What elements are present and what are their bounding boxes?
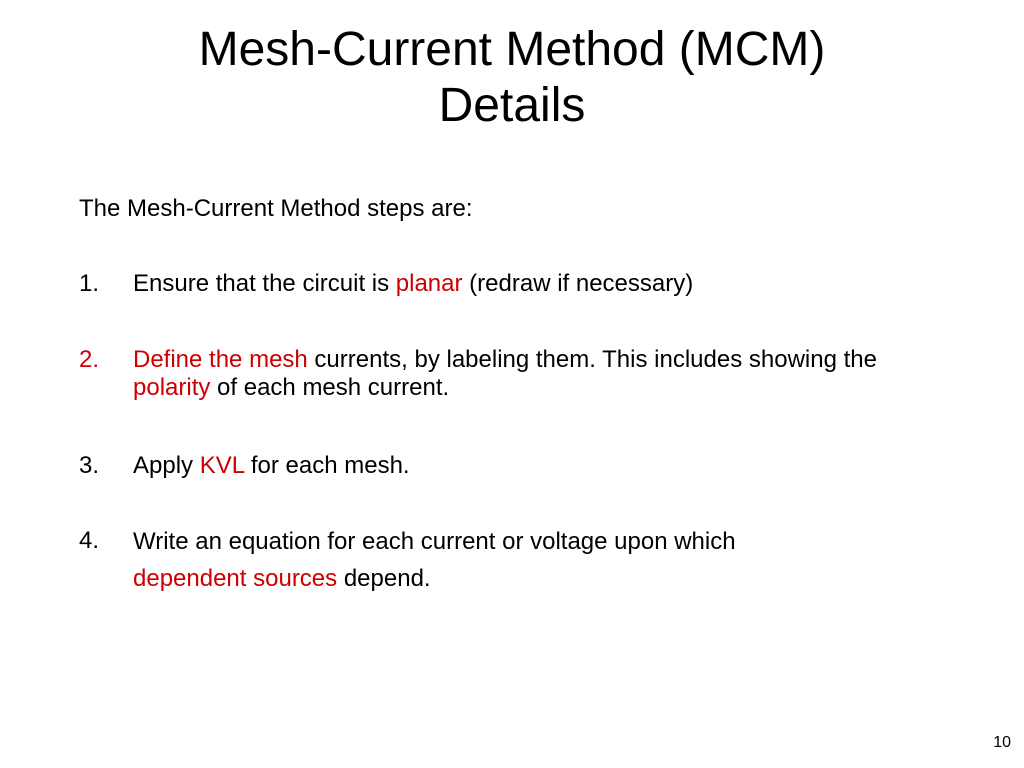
intro-text: The Mesh-Current Method steps are:	[79, 195, 473, 222]
step-text-plain: Apply	[133, 452, 200, 479]
highlight-planar: planar	[395, 270, 463, 297]
step-text-plain: for each mesh.	[244, 452, 410, 479]
step-text	[133, 523, 913, 597]
step-text	[133, 346, 913, 402]
highlight-polarity: polarity	[133, 374, 211, 401]
slide-title-line-1: Mesh-Current Method (MCM)	[198, 23, 826, 76]
step-number: 4.	[79, 527, 100, 554]
step-text-plain: depend.	[337, 565, 431, 592]
slide-title	[0, 22, 1024, 134]
highlight-dependent-sources: dependent sources	[133, 565, 338, 592]
slide-title-line-2: Details	[438, 79, 586, 132]
step-text	[133, 452, 913, 480]
step-number: 1.	[79, 270, 100, 297]
step-text-plain: of each mesh current.	[210, 374, 450, 401]
step-text-plain: (redraw if necessary)	[462, 270, 694, 297]
page-number: 10	[993, 734, 1011, 751]
step-number: 2.	[79, 346, 100, 373]
step-text	[133, 270, 913, 298]
step-text-plain: Write an equation for each current or voltage upon which	[133, 528, 736, 555]
step-number: 3.	[79, 452, 100, 479]
highlight-kvl: KVL	[199, 452, 245, 479]
step-text-plain: Ensure that the circuit is	[133, 270, 396, 297]
step-text-plain: currents, by labeling them. This includes showing the	[307, 346, 877, 373]
highlight-define-the-mesh: Define the mesh	[133, 346, 308, 373]
